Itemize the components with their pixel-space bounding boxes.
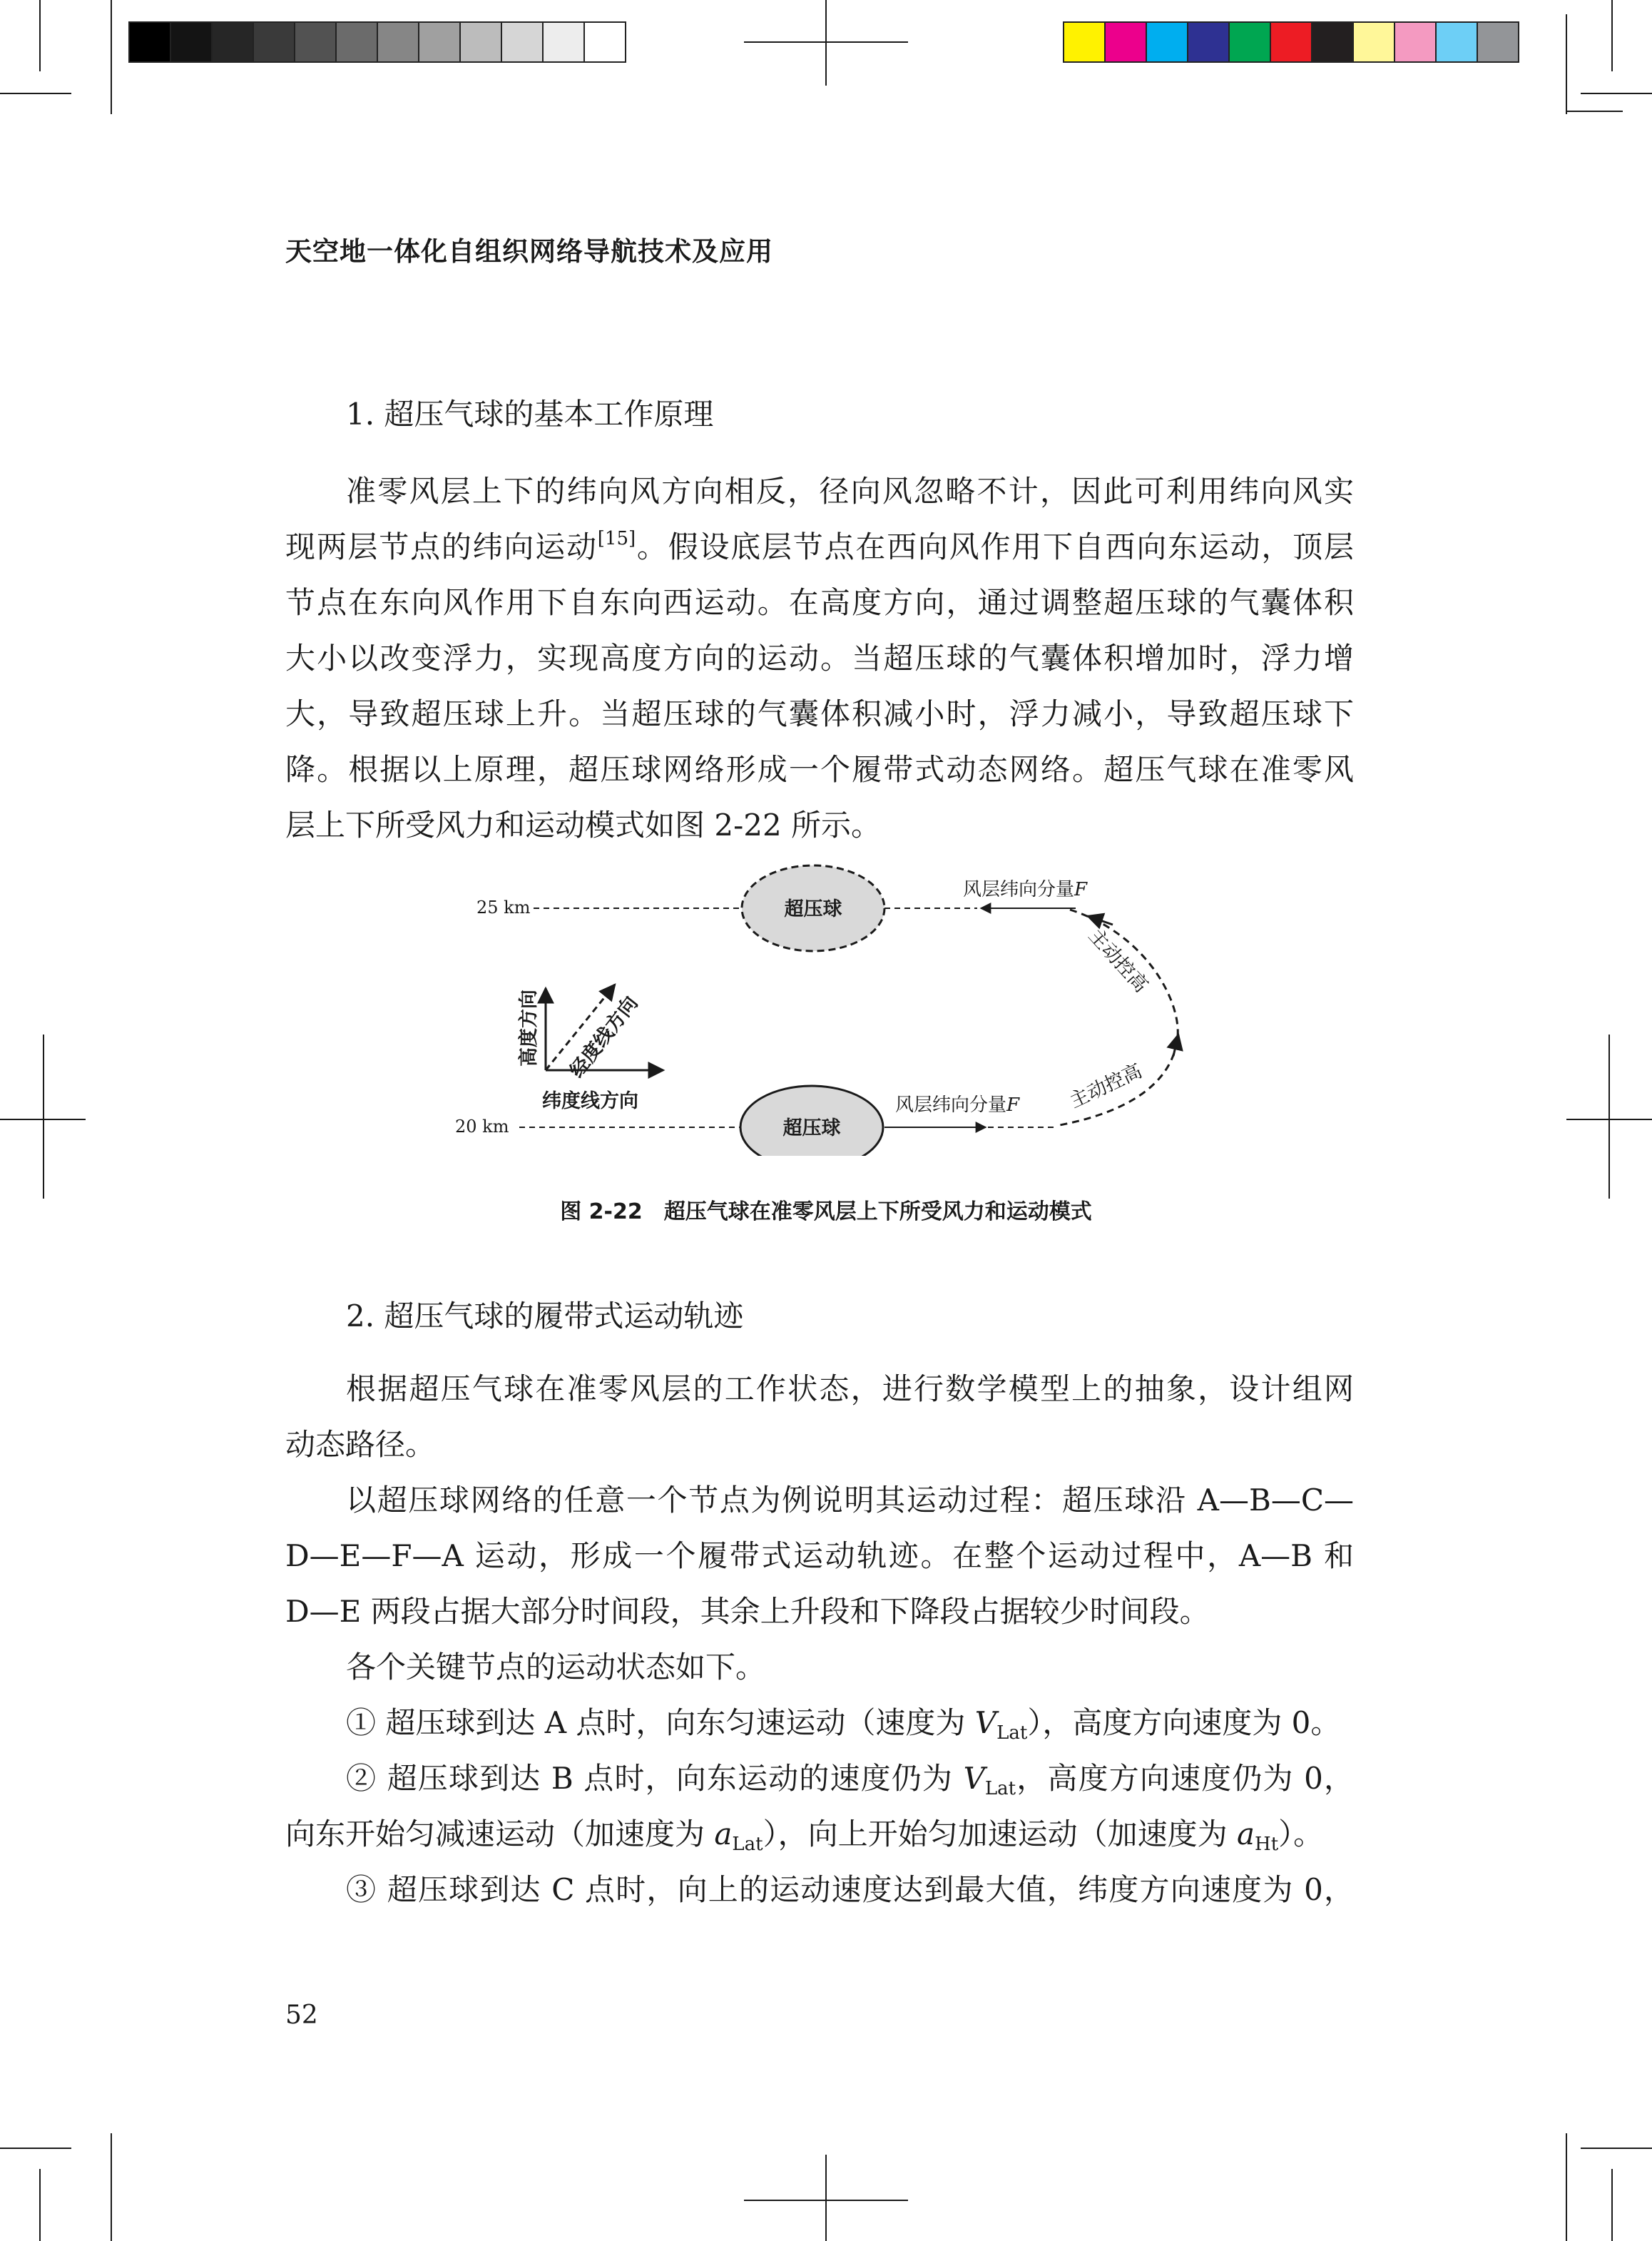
altitude-control-right-label: 主动控高: [1084, 924, 1153, 997]
list-item-2: ② 超压球到达 B 点时，向东运动的速度仍为 $V_{Lat}$，高度方向速度仍为 0，: [346, 1761, 1354, 1799]
calibration-swatch: [1394, 21, 1437, 63]
page-number: 52: [285, 2001, 318, 2030]
calibration-swatch: [1477, 21, 1519, 63]
altitude-control-bottom-label: 主动控高: [1066, 1059, 1146, 1113]
text-line: 降。根据以上原理，超压球网络形成一个履带式动态网络。超压气球在准零风: [285, 752, 1354, 787]
calibration-swatch: [1104, 21, 1147, 63]
section-1-paragraph: [285, 464, 1354, 853]
calibration-swatch: [1187, 21, 1230, 63]
calibration-swatch: [1352, 21, 1395, 63]
calibration-swatch: [211, 21, 254, 63]
list-item-2-continued: 向东开始匀减速运动（加速度为 $a_{Lat}$），向上开始匀加速运动（加速度为 $a_{Ht}$）。: [285, 1816, 1324, 1855]
text-line: D—E 两段占据大部分时间段，其余上升段和下降段占据较少时间段。: [285, 1594, 1210, 1629]
text-line: 层上下所受风力和运动模式如图 2-22 所示。: [285, 808, 882, 843]
balloon-bottom-label: 超压球: [782, 1117, 841, 1139]
wind-bottom-label: 风层纬向分量F: [895, 1094, 1020, 1116]
section-2-body: [285, 1361, 1354, 1918]
figure-caption: 图 2-22 超压气球在准零风层上下所受风力和运动模式: [560, 1199, 1092, 1224]
calibration-swatch: [1270, 21, 1312, 63]
text-line: 大小以改变浮力，实现高度方向的运动。当超压球的气囊体积增加时，浮力增: [285, 641, 1354, 676]
calibration-swatch: [542, 21, 585, 63]
right-curve-arrow-top: [1088, 916, 1113, 925]
text-line: 动态路径。: [285, 1427, 436, 1462]
text-line: 大，导致超压球上升。当超压球的气囊体积减小时，浮力减小，导致超压球下: [285, 696, 1354, 731]
calibration-swatch: [335, 21, 378, 63]
text-line: 准零风层上下的纬向风方向相反，径向风忽略不计，因此可利用纬向风实: [346, 474, 1354, 509]
axis-height-label: 高度方向: [518, 990, 540, 1067]
section-1-heading: 1. 超压气球的基本工作原理: [346, 397, 714, 432]
calibration-swatch: [1228, 21, 1271, 63]
text-line: 节点在东向风作用下自东向西运动。在高度方向，通过调整超压球的气囊体积: [285, 585, 1354, 620]
calibration-swatch: [170, 21, 213, 63]
calibration-swatch: [459, 21, 502, 63]
calibration-swatch: [501, 21, 544, 63]
calibration-swatch: [253, 21, 295, 63]
list-item-1: ① 超压球到达 A 点时，向东匀速运动（速度为 $V_{Lat}$），高度方向速度为 0。: [346, 1705, 1341, 1744]
section-2-heading: 2. 超压气球的履带式运动轨迹: [346, 1299, 744, 1333]
calibration-swatch: [1146, 21, 1188, 63]
list-item-3: ③ 超压球到达 C 点时，向上的运动速度达到最大值，纬度方向速度为 0，: [346, 1872, 1354, 1907]
calibration-swatch: [377, 21, 419, 63]
axis-latitude-label: 纬度线方向: [542, 1090, 638, 1112]
calibration-swatch: [1311, 21, 1354, 63]
wind-top-label: 风层纬向分量F: [963, 879, 1088, 900]
right-curve-arrow-bottom: [1173, 1035, 1178, 1056]
calibration-swatch: [418, 21, 461, 63]
calibration-swatch: [294, 21, 337, 63]
citation[interactable]: [15]: [597, 528, 636, 549]
label-20km: 20 km: [455, 1117, 509, 1137]
calibration-swatch: [128, 21, 171, 63]
text-line: 根据超压气球在准零风层的工作状态，进行数学模型上的抽象，设计组网: [346, 1371, 1354, 1406]
text-line: 各个关键节点的运动状态如下。: [346, 1650, 766, 1684]
label-25km: 25 km: [476, 898, 531, 918]
calibration-swatch: [1063, 21, 1106, 63]
figure-2-22-diagram: [428, 856, 1213, 1156]
axis-longitude-label: 经度线方向: [566, 992, 643, 1082]
balloon-top-label: 超压球: [784, 898, 842, 920]
calibration-swatch: [1435, 21, 1478, 63]
text-line: 现两层节点的纬向运动[15]。假设底层节点在西向风作用下自西向东运动，顶层: [285, 528, 1354, 564]
text-line: 以超压球网络的任意一个节点为例说明其运动过程：超压球沿 A—B—C—: [346, 1483, 1354, 1518]
calibration-swatch: [583, 21, 626, 63]
text-line: D—E—F—A 运动，形成一个履带式运动轨迹。在整个运动过程中，A—B 和: [285, 1538, 1354, 1573]
running-head: 天空地一体化自组织网络导航技术及应用: [285, 235, 773, 267]
